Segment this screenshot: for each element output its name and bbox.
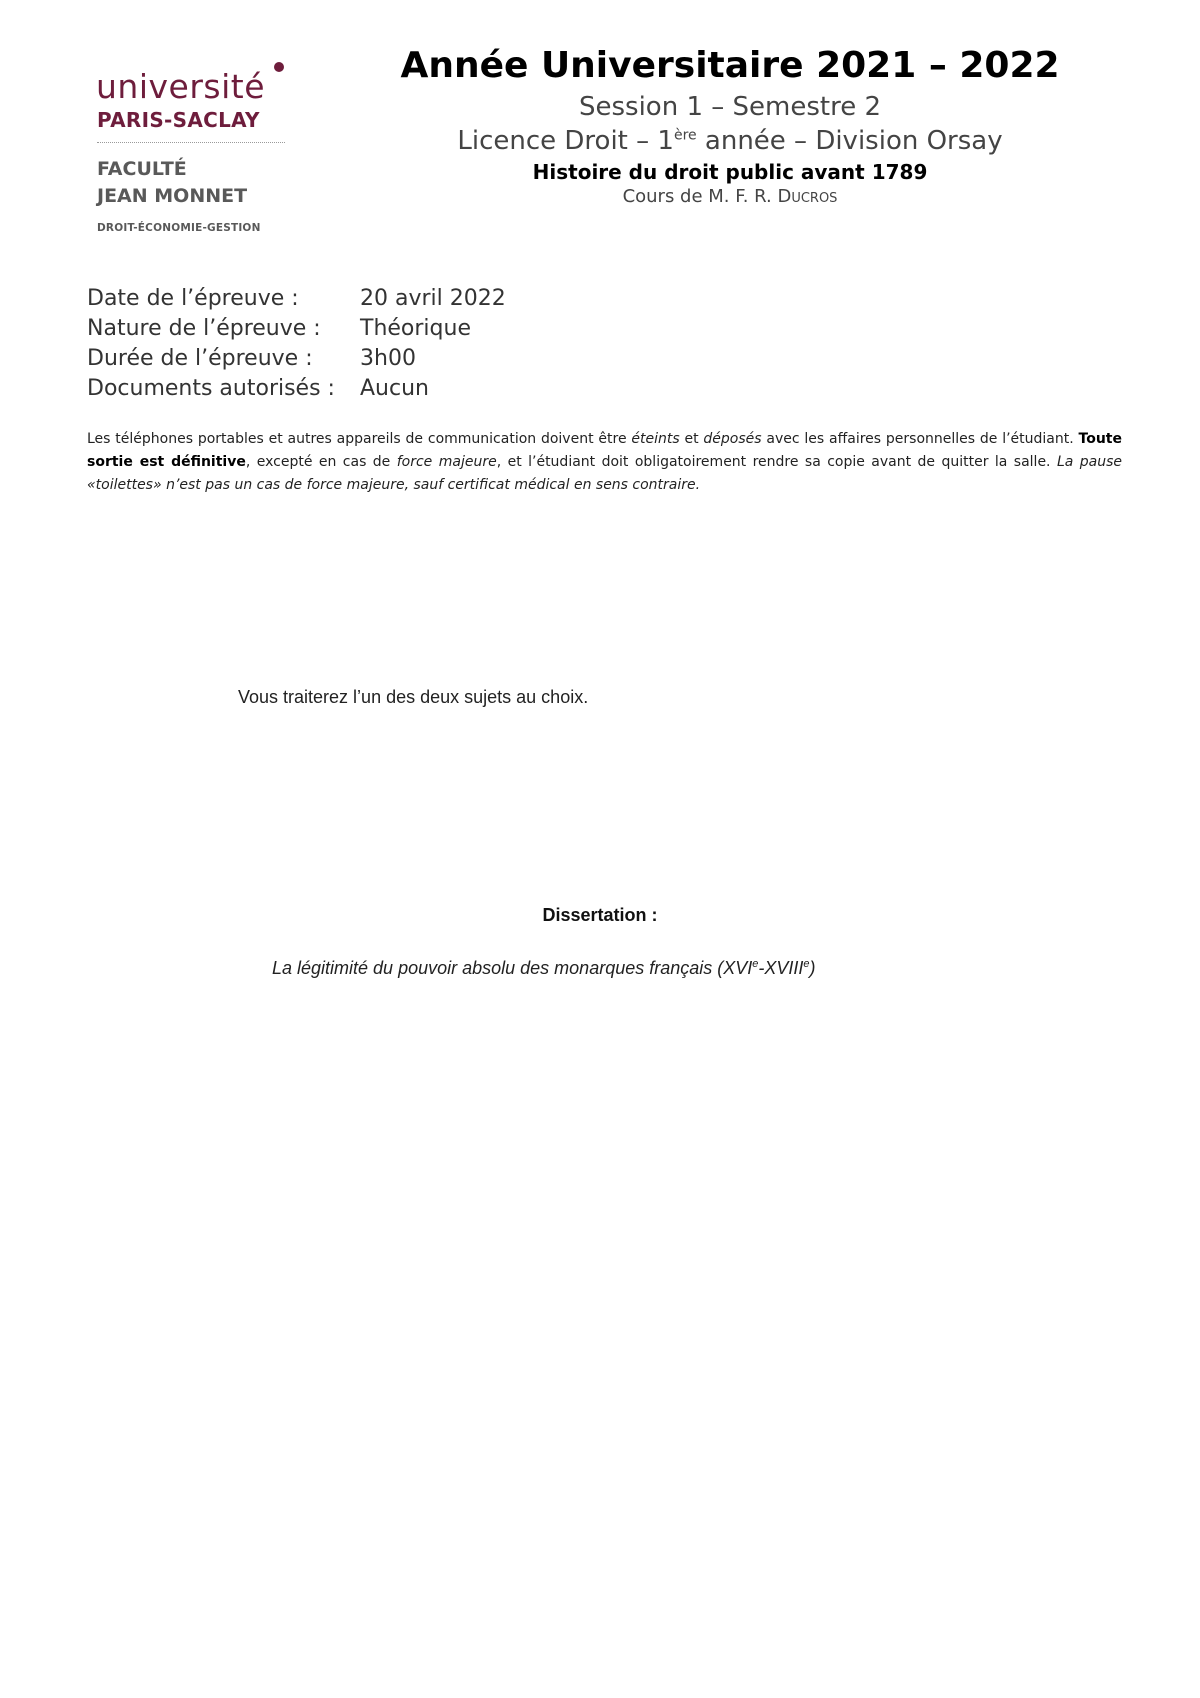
course-title: Histoire du droit public avant 1789 (532, 159, 928, 184)
exam-info-table (87, 284, 506, 404)
info-label: Nature de l’épreuve : (87, 316, 321, 341)
instructor-smallcaps: ucros (791, 185, 838, 207)
university-logo (86, 50, 296, 250)
dissertation-heading: Dissertation : (542, 905, 658, 925)
course-instructor (400, 185, 1060, 209)
subject-text: ) (809, 958, 816, 978)
info-value: 3h00 (360, 346, 416, 371)
subject-superscript: e (803, 958, 810, 970)
notice-text: , excepté en cas de (245, 454, 397, 470)
dissertation-subject (272, 958, 816, 979)
info-row-nature (87, 314, 506, 344)
licence-superscript: ère (673, 127, 697, 144)
info-label: Documents autorisés : (87, 376, 335, 401)
subject-choice-instruction: Vous traiterez l’un des deux sujets au choix. (238, 687, 589, 707)
info-value: 20 avril 2022 (360, 286, 506, 311)
licence-text-start: Licence Droit – 1 (457, 125, 674, 156)
notice-italic: force majeure (396, 454, 497, 470)
subject-text: La légitimité du pouvoir absolu des monarques français (XVI (272, 958, 753, 978)
logo-dot-icon (274, 62, 284, 72)
exam-rules-notice (87, 428, 1122, 497)
exam-header (400, 44, 1060, 209)
notice-text: et (679, 431, 704, 447)
logo-faculte-text: FACULTÉ (97, 158, 187, 180)
info-label: Date de l’épreuve : (87, 286, 299, 311)
licence-line (400, 125, 1060, 159)
logo-discipline-text: DROIT-ÉCONOMIE-GESTION (97, 222, 261, 234)
logo-jean-monnet-text: JEAN MONNET (97, 185, 248, 207)
notice-text: avec les affaires personnelles de l’étudiant. (761, 431, 1079, 447)
notice-text: Les téléphones portables et autres appareils de communication doivent être (87, 431, 632, 447)
notice-italic: éteints (631, 431, 680, 447)
info-row-duration (87, 344, 506, 374)
notice-text: , et l’étudiant doit obligatoirement rendre sa copie avant de quitter la salle. (496, 454, 1057, 470)
licence-text-end: année – Division Orsay (696, 125, 1003, 156)
instructor-prefix: Cours de M. F. R. D (622, 185, 792, 207)
subject-superscript: e (752, 958, 759, 970)
info-row-documents (87, 374, 506, 404)
info-value: Aucun (360, 376, 429, 401)
notice-italic: La pause «toilettes» n’est pas un cas de force majeure, sauf certificat médical en sens contraire. (87, 454, 1123, 493)
logo-universite-text: université (96, 67, 266, 106)
logo-paris-saclay-text: PARIS-SACLAY (97, 108, 260, 132)
notice-bold: Toute sortie est définitive (87, 431, 1122, 470)
subject-text: -XVIII (758, 958, 804, 978)
session-line: Session 1 – Semestre 2 (578, 92, 882, 123)
info-row-date (87, 284, 506, 314)
logo-divider (97, 142, 285, 143)
academic-year-title: Année Universitaire 2021 – 2022 (400, 45, 1060, 86)
notice-italic: déposés (703, 431, 762, 447)
info-value: Théorique (360, 316, 471, 341)
info-label: Durée de l’épreuve : (87, 346, 313, 371)
